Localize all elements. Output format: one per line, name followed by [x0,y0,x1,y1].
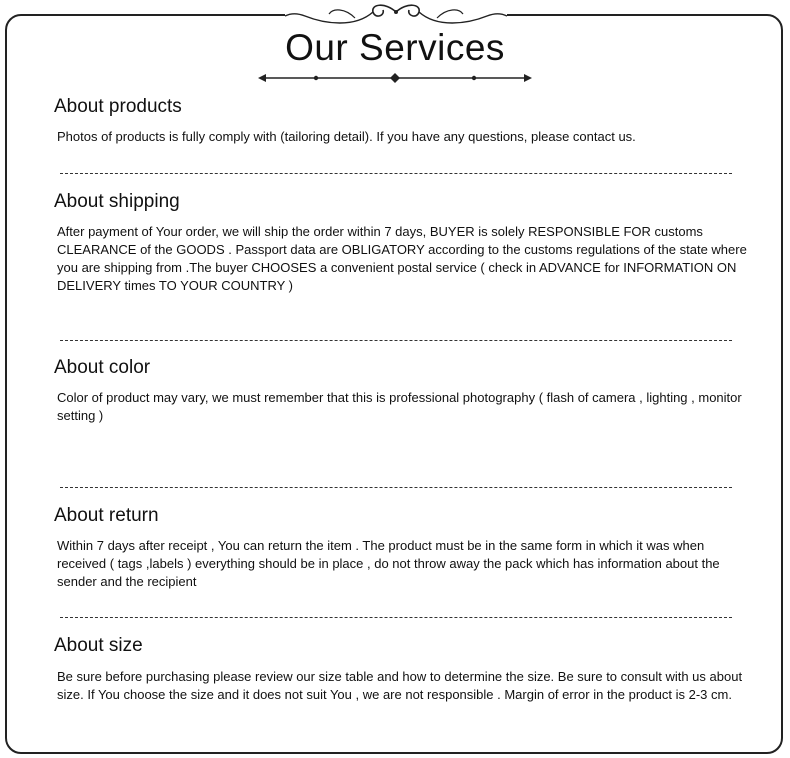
page-title: Our Services [285,27,505,68]
section-title-color: About color [54,357,151,378]
section-title-return: About return [54,505,159,526]
section-title-products: About products [54,96,182,117]
section-text-size: Be sure before purchasing please review our size table and how to determine the size. Be sure to consult with us about size. If You choose the size and it does not suit You , we are not responsible . Margin of error in the product is 2-3 cm. [57,669,743,702]
section-text-shipping: After payment of Your order, we will ship the order within 7 days, BUYER is solely RESPONSIBLE FOR customs CLEARANCE of the GOODS . Passport data are OBLIGATORY according to the customs regulations of the state where you are shipping from .The buyer CHOOSES a convenient postal service ( check in ADVANCE for INFORMATION ON DELIVERY times TO YOUR COUNTRY ) [57,224,747,293]
title-underline-ornament-icon [258,70,532,86]
section-text-color: Color of product may vary, we must remember that this is professional photography ( flash of camera , lighting , monitor setting ) [57,390,742,423]
section-title-size: About size [54,635,143,656]
section-divider [60,487,732,488]
section-divider [60,617,732,618]
section-title-shipping: About shipping [54,191,180,212]
section-text-products: Photos of products is fully comply with (tailoring detail). If you have any questions, please contact us. [57,129,636,144]
section-text-return: Within 7 days after receipt , You can return the item . The product must be in the same form in which it was when received ( tags ,labels ) everything should be in place , do not throw away the pack which has information about the sender and the recipient [57,538,720,589]
section-divider [60,173,732,174]
section-divider [60,340,732,341]
